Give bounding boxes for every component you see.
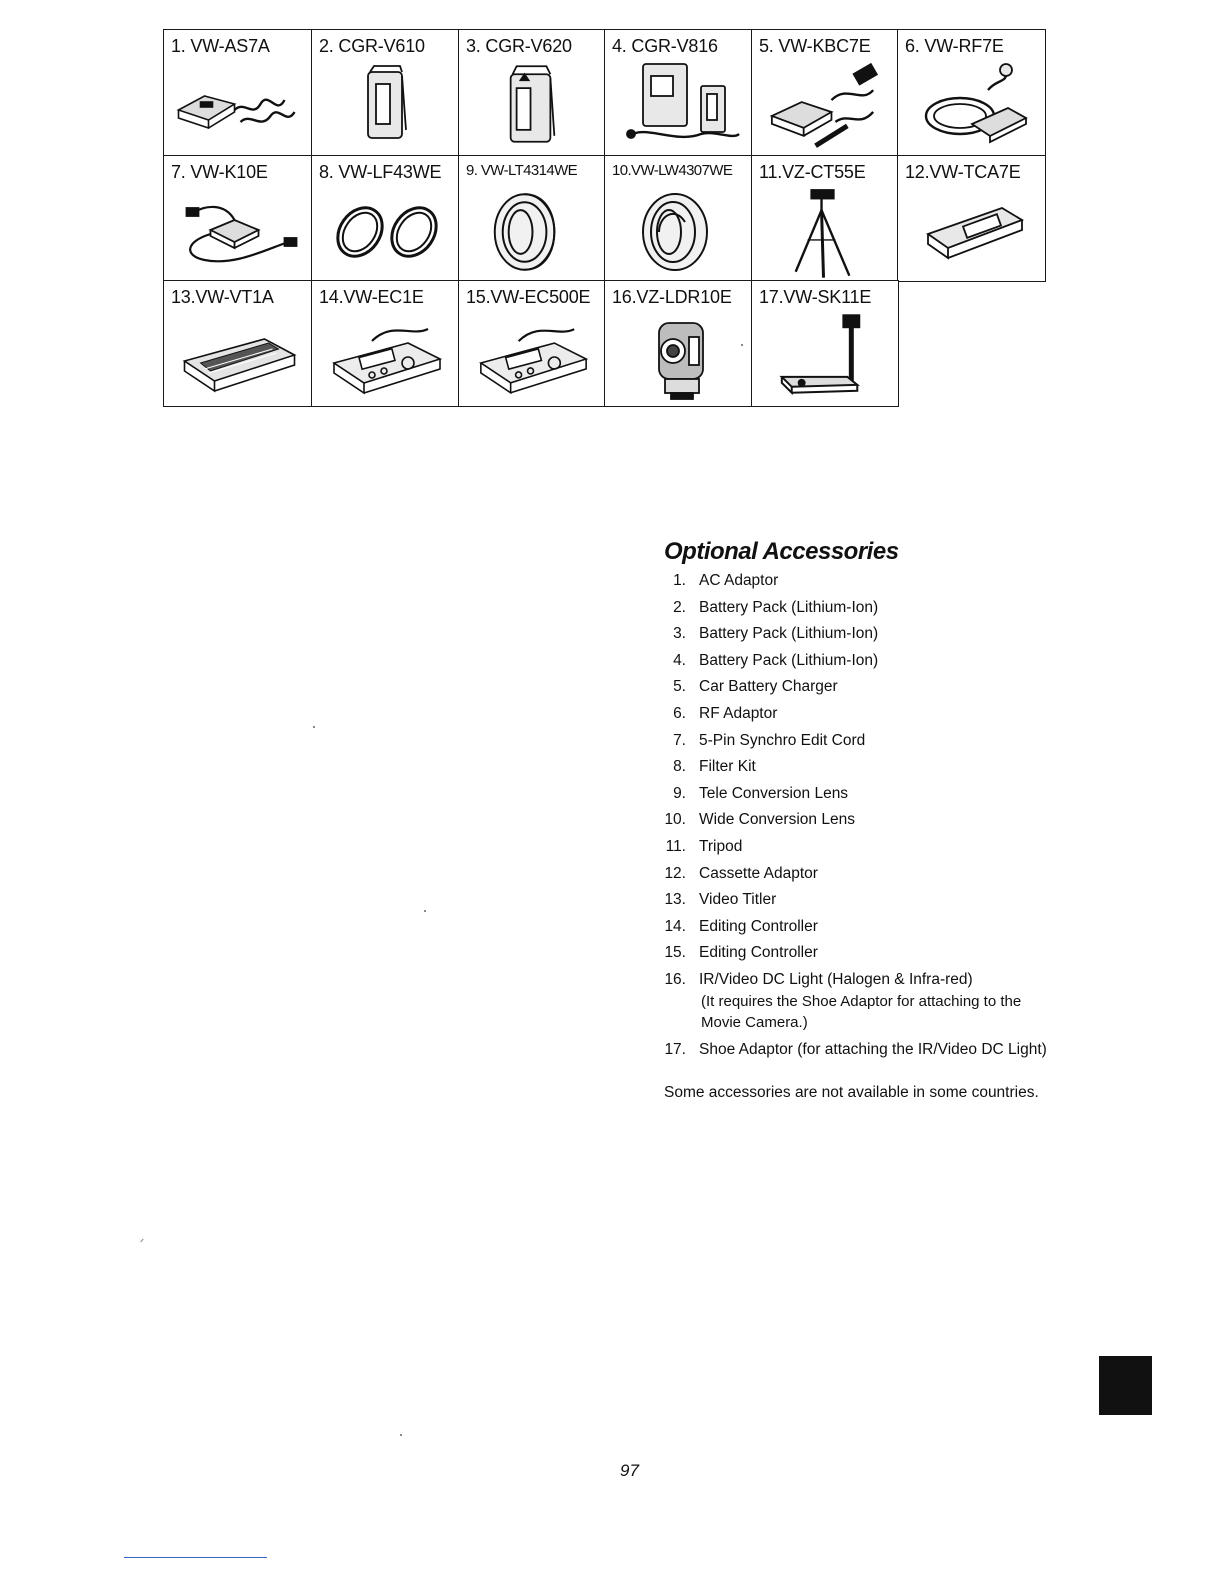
list-item-number: 6.	[673, 704, 686, 722]
scan-speck	[424, 910, 426, 912]
list-item-number: 9.	[673, 784, 686, 802]
list-item-number: 3.	[673, 625, 686, 643]
accessory-model-label: 2. CGR-V610	[319, 36, 425, 56]
battery-pack-icon	[312, 60, 460, 154]
accessory-cell	[604, 280, 753, 407]
accessory-model-label: 16.VZ-LDR10E	[612, 287, 732, 307]
wide-lens-icon	[605, 186, 753, 280]
list-item	[664, 597, 1104, 624]
list-item-number: 12.	[664, 864, 686, 882]
list-item-text: Car Battery Charger	[699, 678, 838, 696]
accessory-cell	[311, 155, 460, 282]
list-item-number: 16.	[664, 970, 686, 988]
list-item-text: Cassette Adaptor	[699, 864, 818, 882]
accessory-cell	[163, 155, 313, 282]
list-item	[664, 969, 1104, 1039]
list-item	[664, 703, 1104, 730]
list-item-text: Filter Kit	[699, 758, 756, 776]
list-item-number: 11.	[665, 837, 686, 855]
availability-footnote: Some accessories are not available in some countries.	[664, 1084, 1039, 1101]
scan-speck	[140, 1239, 143, 1243]
list-item-number: 2.	[673, 598, 686, 616]
edit-cord-icon	[164, 186, 313, 280]
accessory-model-label: 11.VZ-CT55E	[759, 162, 866, 182]
list-item	[664, 809, 1104, 836]
list-item	[664, 570, 1104, 597]
list-item	[664, 836, 1104, 863]
editing-controller-icon	[459, 311, 606, 405]
list-item-text: Editing Controller	[699, 917, 818, 935]
accessory-model-label: 10.VW-LW4307WE	[612, 162, 733, 179]
tele-lens-icon	[459, 186, 606, 280]
video-titler-icon	[164, 311, 313, 405]
list-item-note: (It requires the Shoe Adaptor for attaching to the Movie Camera.)	[701, 992, 1022, 1031]
list-item-text: IR/Video DC Light (Halogen & Infra-red)	[699, 970, 973, 988]
accessory-model-label: 3. CGR-V620	[466, 36, 572, 56]
accessory-cell	[897, 155, 1046, 282]
battery-pack-large-icon	[459, 60, 606, 154]
footer-rule	[124, 1557, 267, 1558]
accessory-model-label: 9. VW-LT4314WE	[466, 162, 578, 179]
section-tab-marker	[1099, 1356, 1152, 1415]
accessory-model-label: 6. VW-RF7E	[905, 36, 1004, 56]
accessory-model-label: 1. VW-AS7A	[171, 36, 270, 56]
list-item-number: 14.	[664, 917, 686, 935]
accessory-grid	[0, 0, 1224, 420]
list-item-text: RF Adaptor	[699, 704, 778, 722]
list-item-number: 10.	[664, 811, 686, 829]
accessory-cell	[604, 155, 753, 282]
list-item	[664, 863, 1104, 890]
list-item-text: Video Titler	[699, 891, 777, 909]
accessory-list	[664, 570, 1104, 1066]
list-item	[664, 623, 1104, 650]
list-item	[664, 783, 1104, 810]
battery-pack-case-icon	[605, 60, 753, 154]
accessory-cell	[163, 280, 313, 407]
accessory-model-label: 14.VW-EC1E	[319, 287, 424, 307]
filter-kit-icon	[312, 186, 460, 280]
list-item-text: Battery Pack (Lithium-Ion)	[699, 598, 879, 616]
scan-speck	[400, 1434, 402, 1436]
list-item	[664, 756, 1104, 783]
accessory-cell	[604, 29, 753, 157]
list-item	[664, 676, 1104, 703]
tripod-icon	[752, 186, 899, 280]
accessory-cell	[897, 29, 1046, 157]
accessory-model-label: 12.VW-TCA7E	[905, 162, 1021, 182]
list-item-number: 5.	[673, 678, 686, 696]
list-item-text: 5-Pin Synchro Edit Cord	[699, 731, 866, 749]
accessory-model-label: 7. VW-K10E	[171, 162, 268, 182]
rf-adaptor-icon	[898, 60, 1046, 154]
accessory-cell	[311, 29, 460, 157]
list-item-text: AC Adaptor	[699, 572, 779, 589]
ac-adaptor-icon	[164, 60, 313, 154]
list-item	[664, 1039, 1104, 1066]
accessory-cell	[458, 155, 606, 282]
list-item-number: 8.	[673, 758, 686, 776]
accessory-model-label: 5. VW-KBC7E	[759, 36, 871, 56]
list-item	[664, 730, 1104, 757]
list-item	[664, 650, 1104, 677]
list-item-number: 4.	[673, 651, 686, 669]
list-item-number: 15.	[664, 944, 686, 962]
video-light-icon	[605, 311, 753, 405]
list-item-text: Editing Controller	[699, 944, 818, 962]
list-item-text: Shoe Adaptor (for attaching the IR/Video DC Light)	[699, 1040, 1047, 1058]
scan-speck	[741, 344, 743, 346]
accessory-cell	[458, 29, 606, 157]
cassette-adaptor-icon	[898, 186, 1046, 280]
list-item	[664, 942, 1104, 969]
scan-speck	[313, 726, 315, 728]
section-heading: Optional Accessories	[664, 538, 899, 565]
accessory-cell	[458, 280, 606, 407]
accessory-model-label: 4. CGR-V816	[612, 36, 718, 56]
accessory-cell	[751, 29, 899, 157]
accessory-cell	[751, 155, 899, 282]
list-item-text: Tripod	[699, 837, 743, 855]
list-item-number: 13.	[664, 891, 686, 909]
accessory-model-label: 17.VW-SK11E	[759, 287, 872, 307]
list-item	[664, 916, 1104, 943]
accessory-cell	[311, 280, 460, 407]
page-number: 97	[620, 1461, 639, 1480]
list-item-text: Tele Conversion Lens	[699, 784, 849, 802]
list-item-number: 17.	[664, 1040, 686, 1058]
accessory-model-label: 15.VW-EC500E	[466, 287, 591, 307]
car-charger-icon	[752, 60, 899, 154]
editing-controller-icon	[312, 311, 460, 405]
accessory-cell	[163, 29, 313, 157]
list-item-text: Battery Pack (Lithium-Ion)	[699, 651, 879, 669]
list-item-number: 7.	[673, 731, 686, 749]
accessory-model-label: 13.VW-VT1A	[171, 287, 274, 307]
list-item-text: Battery Pack (Lithium-Ion)	[699, 625, 879, 643]
list-item-number: 1.	[673, 572, 686, 589]
list-item	[664, 889, 1104, 916]
accessory-model-label: 8. VW-LF43WE	[319, 162, 442, 182]
list-item-text: Wide Conversion Lens	[699, 811, 855, 829]
accessory-cell	[751, 280, 899, 407]
shoe-adaptor-icon	[752, 311, 899, 405]
